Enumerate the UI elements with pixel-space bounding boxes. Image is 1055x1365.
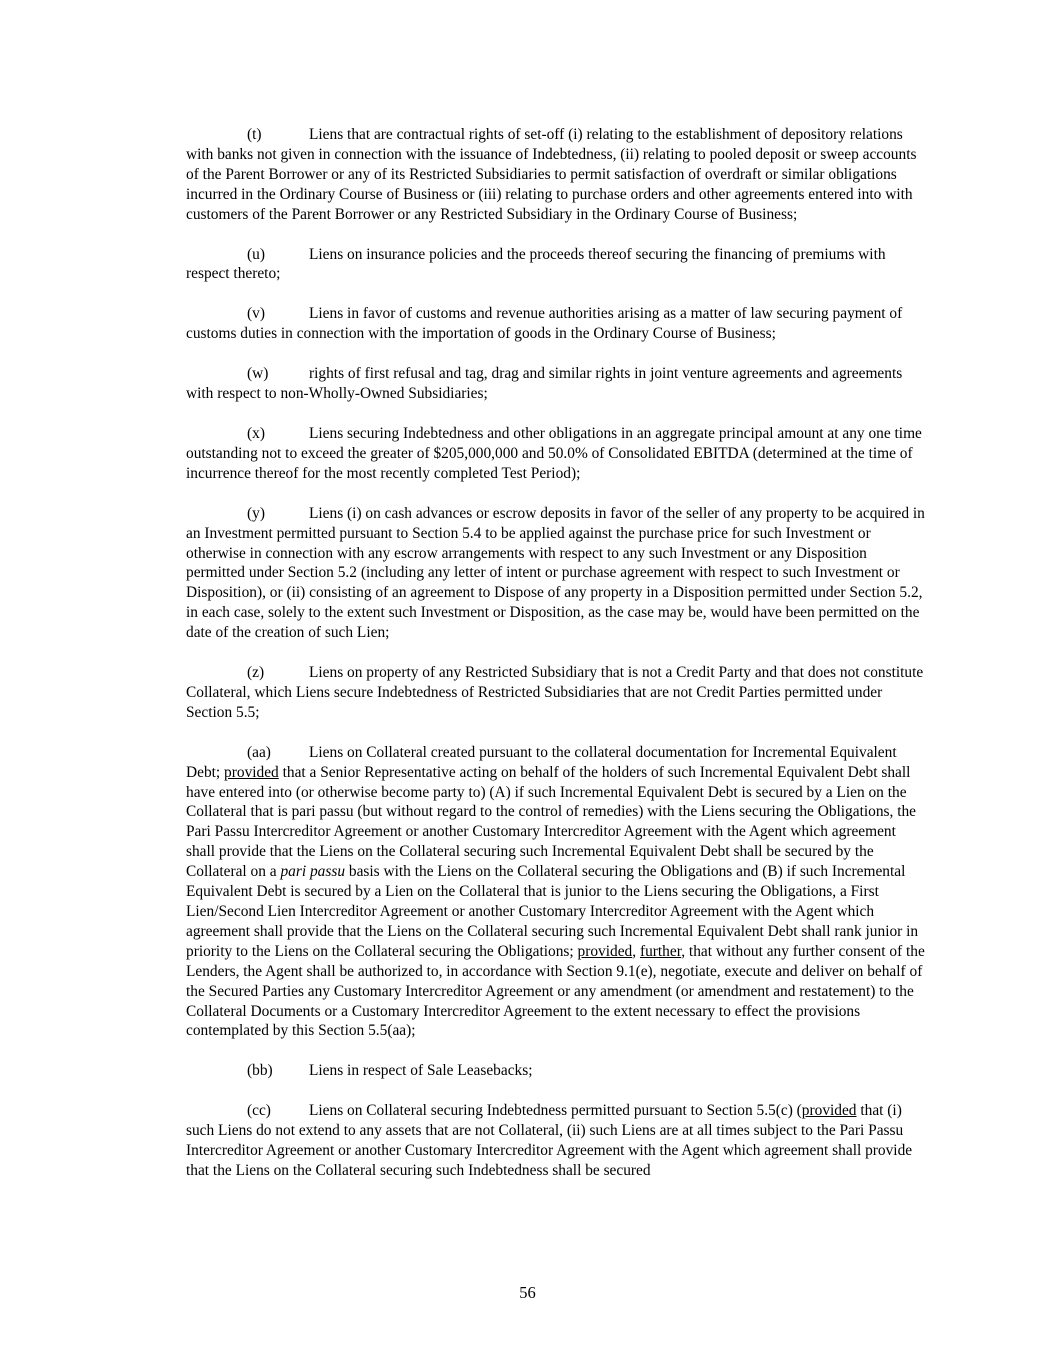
paragraph-label: (cc) [247,1102,271,1120]
paragraph-label: (z) [247,664,265,682]
paragraph-text: that a Senior Representative acting on behalf of the holders of such Incremental Equivalent Debt shall have entered into (or otherwise become party to) (A) if such Incremental Equivalent Debt is secured by a Lien on the Collateral that is pari passu (but without regard to the control of remedies) with the Liens securing the Obligations, the Pari Passu Intercreditor Agreement or another Customary Intercreditor Agreement with the Agent which agreement shall provide that the Liens on the Collateral securing such Incremental Equivalent Debt shall be secured by the Collateral on a [186,763,917,881]
paragraph-u [186,245,928,285]
paragraph-label: (u) [247,245,265,263]
paragraph-y [186,504,928,643]
paragraph-z [186,663,928,723]
paragraph-text: basis with the Liens on the Collateral securing the Obligations and (B) if such Incremental Equivalent Debt is secured by a Lien on the Collateral that is junior to the Liens securing the Obligations, a First Lien/Second Lien Intercreditor Agreement or another Customary Intercreditor Agreement with the Agent which agreement shall provide that the Liens on the Collateral securing such Incremental Equivalent Debt shall rank junior in priority to the Liens on the Collateral securing the Obligations; [186,863,919,960]
paragraph-text: Liens on Collateral created pursuant to the collateral documentation for Incremental Equivalent Debt; [186,743,897,781]
paragraph-aa [186,743,928,1042]
provided-term: provided [224,763,279,781]
provided-term: provided [577,942,633,960]
paragraph-label: (t) [247,126,262,143]
paragraph-v [186,304,928,344]
paragraph-w [186,364,928,404]
paragraph-text: rights of first refusal and tag, drag and similar rights in joint venture agreements and agreements with respect to non-Wholly-Owned Subsidiaries; [186,365,903,403]
paragraph-text: Liens that are contractual rights of set-off (i) relating to the establishment of depository relations with banks not given in connection with the issuance of Indebtedness, (ii) relating to pooled deposit or sweep accounts of the Parent Borrower or any of its Restricted Subsidiaries to permit satisfaction of overdraft or similar obligations incurred in the Ordinary Course of Business or (iii) relating to purchase orders and other agreements entered into with customers of the Parent Borrower or any Restricted Subsidiary in the Ordinary Course of Business; [186,126,917,223]
document-body [186,125,928,1201]
paragraph-text: Liens (i) on cash advances or escrow deposits in favor of the seller of any property to be acquired in an Investment permitted pursuant to Section 5.4 to be applied against the purchase price for such Investment or otherwise in connection with any escrow arrangements with respect to any such Investment or any Disposition permitted under Section 5.2 (including any letter of intent or purchase agreement with respect to such Investment or Disposition), or (ii) consisting of an agreement to Dispose of any property in a Disposition permitted under Section 5.2, in each case, solely to the extent such Investment or Disposition, as the case may be, would have been permitted on the date of the creation of such Lien; [186,504,925,642]
provided-term: provided [801,1102,857,1120]
further-term: further [639,942,682,960]
paragraph-text: Liens in favor of customs and revenue authorities arising as a matter of law securing payment of customs duties in connection with the importation of goods in the Ordinary Course of Business; [186,305,903,343]
paragraph-t [186,125,928,225]
paragraph-label: (aa) [247,743,271,761]
page-number: 56 [519,1283,536,1302]
paragraph-text: that (i) such Liens do not extend to any assets that are not Collateral, (ii) such Liens are at all times subject to the Pari Passu Intercreditor Agreement or another Customary Intercreditor Agreement with the Agent which agreement shall provide that the Liens on the Collateral securing such Indebtedness shall be secured [186,1102,913,1179]
paragraph-label: (bb) [247,1062,273,1080]
paragraph-text: Liens on property of any Restricted Subsidiary that is not a Credit Party and that does not constitute Collateral, which Liens secure Indebtedness of Restricted Subsidiaries that are not Credit Parties permitted under Section 5.5; [186,664,924,721]
paragraph-text: Liens in respect of Sale Leasebacks; [309,1062,533,1080]
paragraph-label: (w) [247,365,269,383]
paragraph-text: Liens on Collateral securing Indebtedness permitted pursuant to Section 5.5(c) ( [309,1102,802,1120]
paragraph-text: Liens on insurance policies and the proceeds thereof securing the financing of premiums with respect thereto; [186,245,886,283]
paragraph-label: (y) [247,504,265,522]
pari-passu-term: pari passu [280,863,346,881]
paragraph-cc [186,1101,928,1181]
paragraph-label: (x) [247,424,265,442]
paragraph-bb [186,1061,928,1081]
paragraph-label: (v) [247,305,265,323]
paragraph-text: , that without any further consent of the Lenders, the Agent shall be authorized to, in accordance with Section 9.1(e), negotiate, execute and deliver on behalf of the Secured Parties any Customary Intercreditor Agreement or any amendment (or amendment and restatement) to the Collateral Documents or a Customary Intercreditor Agreement to the extent necessary to effect the provisions contemplated by this Section 5.5(aa); [186,942,925,1040]
paragraph-text: , [632,942,640,960]
paragraph-x [186,424,928,484]
paragraph-text: Liens securing Indebtedness and other obligations in an aggregate principal amount at any one time outstanding not to exceed the greater of $205,000,000 and 50.0% of Consolidated EBITDA (determined at the time of incurrence thereof for the most recently completed Test Period); [186,424,922,482]
